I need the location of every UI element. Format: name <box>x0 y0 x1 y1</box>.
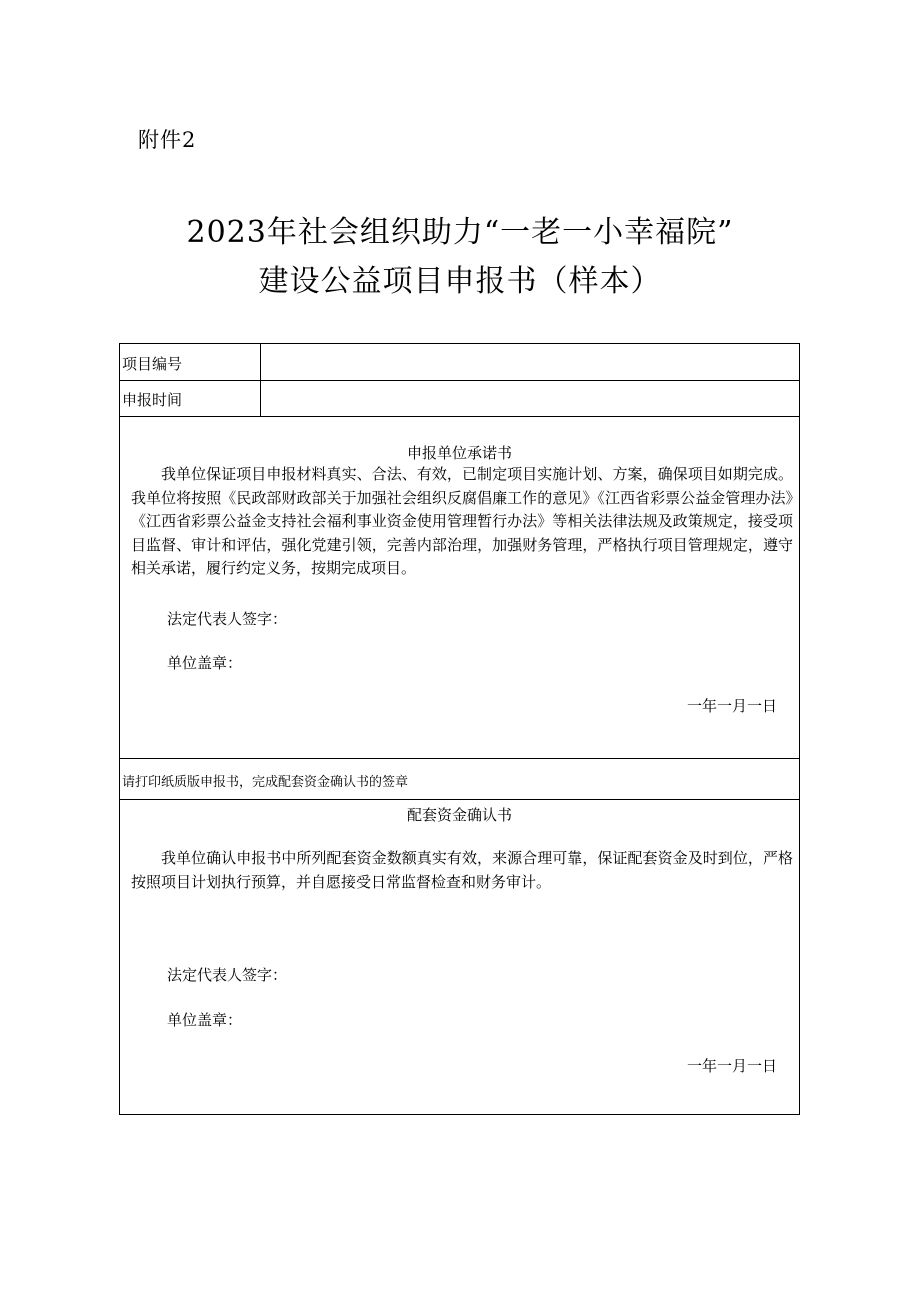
commitment-unit-seal: 单位盖章： <box>167 654 243 672</box>
document-title-line2: 建设公益项目申报书（样本） <box>258 264 662 299</box>
column-divider <box>260 344 261 416</box>
row-divider <box>120 380 799 381</box>
row-divider <box>120 799 799 800</box>
project-number-field[interactable] <box>266 353 796 375</box>
attachment-label: 附件2 <box>138 128 197 152</box>
funding-unit-seal: 单位盖章： <box>167 1011 243 1029</box>
funding-date: 一年一月一日 <box>686 1057 777 1075</box>
funding-body: 我单位确认申报书中所列配套资金数额真实有效，来源合理可靠，保证配套资金及时到位，严格按照项目计划执行预算，并自愿接受日常监督检查和财务审计。 <box>131 849 793 891</box>
commitment-date: 一年一月一日 <box>686 697 777 715</box>
application-time-label: 申报时间 <box>122 391 183 409</box>
application-form-table <box>119 343 800 1115</box>
row-divider <box>120 416 799 417</box>
document-title-line1: 2023年社会组织助力“一老一小幸福院” <box>186 215 734 250</box>
application-time-field[interactable] <box>266 389 796 411</box>
commitment-title: 申报单位承诺书 <box>406 444 512 462</box>
project-number-label: 项目编号 <box>122 355 183 373</box>
commitment-legal-rep-signature: 法定代表人签字： <box>167 610 288 628</box>
row-divider <box>120 758 799 759</box>
funding-legal-rep-signature: 法定代表人签字： <box>167 966 288 984</box>
commitment-body: 我单位保证项目申报材料真实、合法、有效，已制定项目实施计划、方案，确保项目如期完成。我单位将按照《民政部财政部关于加强社会组织反腐倡廉工作的意见》《江西省彩票公益金管理办法》《江西省彩票公益金支持社会福利事业资金使用管理暂行办法》等相关法律法规及政策规定，接受项目监督、审计和评估，强化党建引领，完善内部治理，加强财务管理，严格执行项目管理规定，遵守相关承诺，履行约定义务，按期完成项目。 <box>131 465 793 577</box>
funding-title: 配套资金确认书 <box>406 806 512 824</box>
print-note: 请打印纸质版申报书，完成配套资金确认书的签章 <box>122 775 409 790</box>
